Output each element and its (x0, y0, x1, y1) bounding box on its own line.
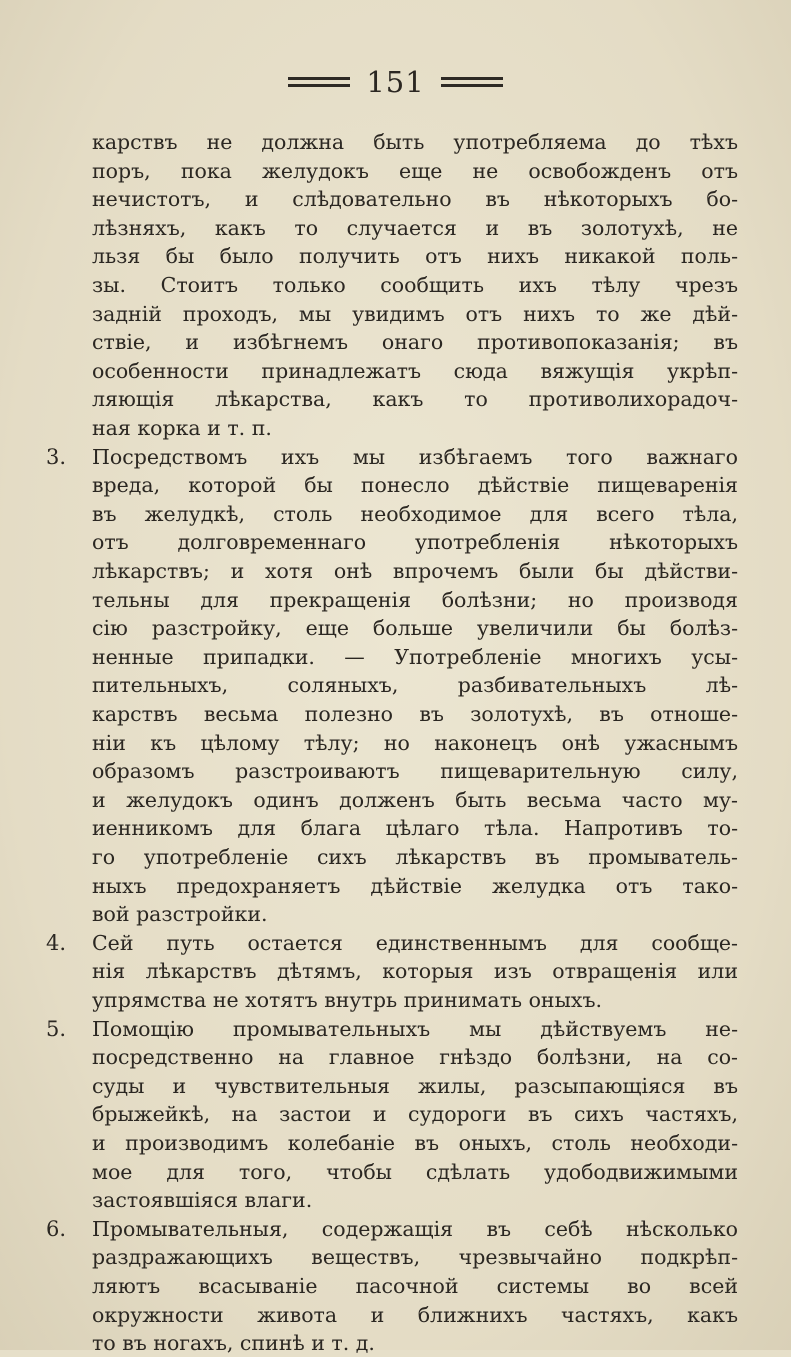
text-line: задній проходъ, мы увидимъ отъ нихъ то же дѣй- (92, 301, 738, 326)
text-line: упрямства не хотятъ внутрь принимать оныхъ. (92, 988, 603, 1012)
text-line: Помощію промывательныхъ мы дѣйствуемъ не- (92, 1016, 738, 1041)
text-line: ніи къ цѣлому тѣлу; но наконецъ онѣ ужаснымъ (92, 730, 738, 755)
text-line: лѣзняхъ, какъ то случается и въ золотухѣ, не (92, 215, 738, 240)
text-line: Посредствомъ ихъ мы избѣгаемъ того важнаго (92, 444, 738, 469)
text-line: мое для того, чтобы сдѣлать удободвижимыми (92, 1159, 738, 1184)
text-line: брыжейкѣ, на застои и судороги въ сихъ частяхъ, (92, 1102, 738, 1127)
text-line: Сей путь остается единственнымъ для сообще- (92, 930, 738, 955)
text-line: вреда, которой бы понесло дѣйствіе пищеваренія (92, 473, 738, 498)
text-line: раздражающихъ веществъ, чрезвычайно подкрѣп- (92, 1245, 738, 1270)
text-line: ляющія лѣкарства, какъ то противолихорадоч- (92, 387, 738, 412)
text-line: застоявшіяся влаги. (92, 1188, 313, 1213)
text-line: ляютъ всасываніе пасочной системы во всей (92, 1274, 738, 1298)
text-line: ствіе, и избѣгнемъ онаго противопоказанія; въ (92, 330, 738, 355)
text-line: посредственно на главное гнѣздо болѣзни, на со- (92, 1045, 738, 1070)
page-number: 151 (366, 64, 425, 99)
paragraph-number: 6. (46, 1216, 67, 1241)
header-rule-left (288, 77, 350, 87)
text-line: льзя бы было получить отъ нихъ никакой поль- (92, 244, 738, 269)
text-line: нечистотъ, и слѣдовательно въ нѣкоторыхъ бо- (92, 187, 738, 212)
paragraph-number: 3. (46, 444, 67, 469)
text-line: поръ, пока желудокъ еще не освобожденъ отъ (92, 158, 738, 183)
text-line: окружности живота и ближнихъ частяхъ, какъ (92, 1302, 738, 1327)
text-line: лѣкарствъ; и хотя онѣ впрочемъ были бы дѣйстви- (92, 559, 738, 583)
paragraph-number: 4. (46, 930, 67, 955)
text-line: Промывательныя, содержащія въ себѣ нѣсколько (92, 1216, 738, 1241)
page-header (0, 62, 791, 102)
text-line: сію разстройку, еще больше увеличили бы болѣз- (92, 616, 738, 641)
text-line: ныхъ предохраняетъ дѣйствіе желудка отъ тако- (92, 873, 738, 898)
text-line: образомъ разстроиваютъ пищеварительную силу, (92, 759, 738, 784)
text-line: зы. Стоитъ только сообщить ихъ тѣлу чрезъ (92, 273, 738, 297)
paragraph-number: 5. (46, 1016, 67, 1041)
text-line: въ желудкѣ, столь необходимое для всего тѣла, (92, 501, 738, 526)
text-line: ная корка и т. п. (92, 416, 272, 440)
text-line: нія лѣкарствъ дѣтямъ, которыя изъ отвращенія или (92, 959, 738, 984)
header-rule-right (441, 77, 503, 87)
text-line: и желудокъ одинъ долженъ быть весьма часто му- (92, 787, 738, 812)
text-line: го употребленіе сихъ лѣкарствъ въ промыватель- (92, 845, 738, 869)
text-line: особенности принадлежатъ сюда вяжущія укрѣп- (92, 358, 738, 383)
text-line: пительныхъ, соляныхъ, разбивательныхъ лѣ- (92, 673, 738, 698)
text-line: карствъ весьма полезно въ золотухѣ, въ отноше- (92, 702, 738, 726)
text-line: суды и чувствительныя жилы, разсыпающіяся въ (92, 1073, 738, 1098)
text-line: и производимъ колебаніе въ оныхъ, столь необходи- (92, 1131, 738, 1155)
text-line: тельны для прекращенія болѣзни; но производя (92, 587, 738, 612)
text-line: отъ долговременнаго употребленія нѣкоторыхъ (92, 530, 738, 555)
text-line: иенникомъ для блага цѣлаго тѣла. Напротивъ то- (92, 816, 738, 841)
text-line: карствъ не должна быть употребляема до тѣхъ (92, 130, 738, 154)
text-line: то въ ногахъ, спинѣ и т. д. (92, 1331, 375, 1356)
text-line: ненные припадки. — Употребленіе многихъ усы- (92, 644, 738, 669)
text-line: вой разстройки. (92, 902, 268, 927)
body-text (0, 128, 791, 1356)
